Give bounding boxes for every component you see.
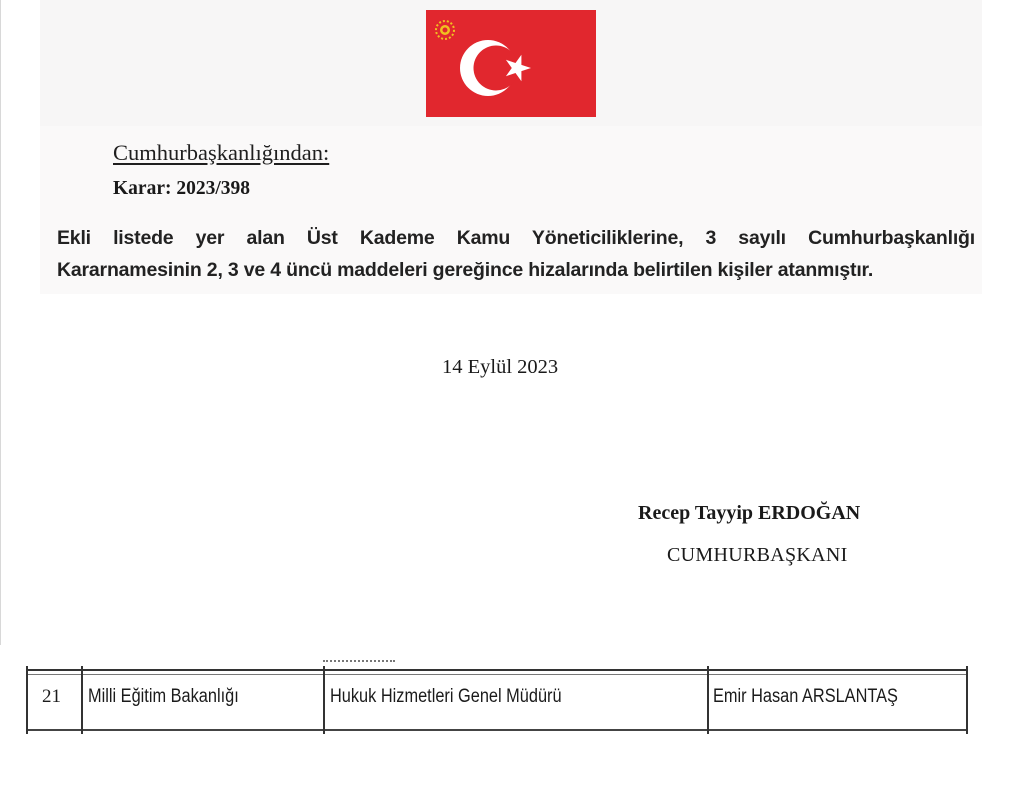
table-cut-edge bbox=[323, 660, 395, 667]
decree-number: Karar: 2023/398 bbox=[113, 178, 251, 199]
table-cell-institution: Milli Eğitim Bakanlığı bbox=[88, 686, 239, 707]
decree-body bbox=[57, 222, 975, 286]
table-column-border bbox=[323, 666, 325, 734]
signer-name: Recep Tayyip ERDOĞAN bbox=[638, 502, 861, 524]
table-divider bbox=[26, 729, 968, 731]
table-cell-name: Emir Hasan ARSLANTAŞ bbox=[713, 686, 898, 707]
table-column-border bbox=[81, 666, 83, 734]
table-divider bbox=[26, 674, 968, 675]
appointments-table bbox=[26, 666, 968, 734]
table-column-border bbox=[966, 666, 968, 734]
decree-body-line: Kararnamesinin 2, 3 ve 4 üncü maddeleri gereğince hizalarında belirtilen kişiler atanmıştır. bbox=[57, 259, 874, 281]
scan-edge bbox=[0, 0, 1, 645]
decree-date: 14 Eylül 2023 bbox=[442, 356, 559, 378]
signer-title: CUMHURBAŞKANI bbox=[667, 544, 848, 566]
table-cell-position: Hukuk Hizmetleri Genel Müdürü bbox=[330, 686, 562, 707]
table-column-border bbox=[26, 666, 28, 734]
turkish-flag-icon bbox=[426, 10, 596, 117]
table-divider bbox=[26, 669, 968, 671]
table-column-border bbox=[707, 666, 709, 734]
decree-body-line: Ekli listede yer alan Üst Kademe Kamu Yöneticiliklerine, 3 sayılı Cumhurbaşkanlığı bbox=[57, 227, 975, 249]
table-cell-no: 21 bbox=[42, 686, 61, 707]
decree-heading: Cumhurbaşkanlığından: bbox=[113, 140, 330, 165]
flag-emblem bbox=[426, 10, 596, 117]
